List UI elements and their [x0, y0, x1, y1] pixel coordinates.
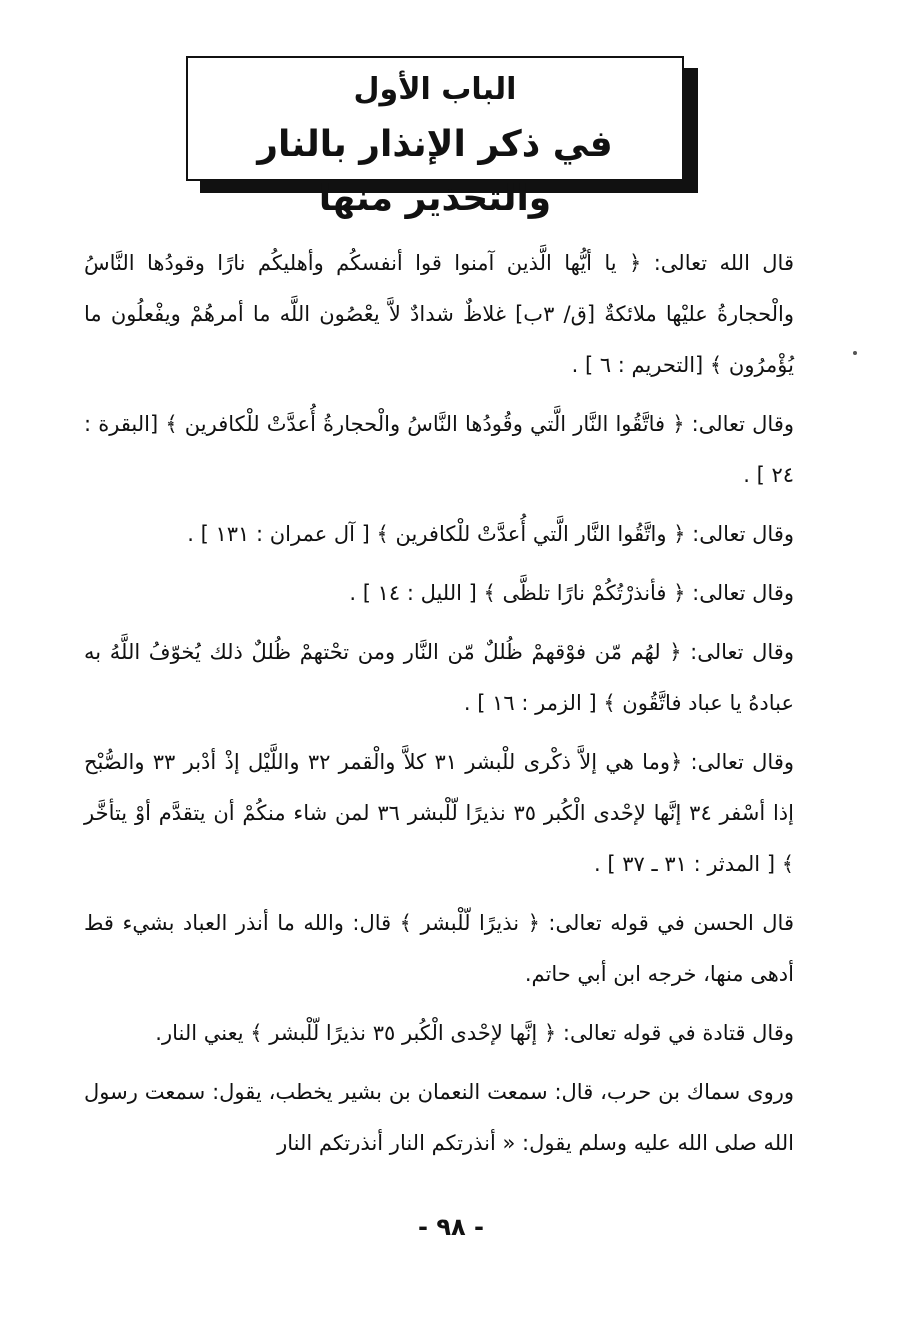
paragraph: قال الحسن في قوله تعالى: ﴿ نذيرًا لّلْبشر ﴾ قال: والله ما أنذر العباد بشيء قط أدهى منها، خرجه ابن أبي حاتم.	[84, 911, 794, 986]
chapter-subtitle: في ذكر الإنذار بالنار والتحذير منها	[257, 124, 613, 219]
chapter-title-frame	[186, 56, 698, 219]
paragraph: وقال قتادة في قوله تعالى: ﴿ إنَّها لإحْدى الْكُبر ٣٥ نذيرًا لّلْبشر ﴾ يعني النار.	[155, 1021, 794, 1045]
page-number: - ٩٨ -	[418, 1213, 484, 1241]
chapter-heading: الباب الأول	[353, 72, 517, 107]
chapter-title-box	[186, 56, 684, 219]
paragraph: وقال تعالى: ﴿ فأنذرْتُكُمْ نارًا تلظَّى ﴾ [ الليل : ١٤ ] .	[349, 581, 794, 605]
margin-mark	[853, 351, 857, 355]
paragraph: قال الله تعالى: ﴿ يا أيُّها الَّذين آمنوا قوا أنفسكُم وأهليكُم نارًا وقودُها النَّاسُ والْحجارةُ عليْها ملائكةٌ [ق/ ٣ب] غلاظٌ شدادٌ لاَّ يعْصُون اللَّه ما أمرهُمْ ويفْعلُون ما يُؤْمرُون ﴾ [التحريم : ٦ ] .	[84, 251, 794, 377]
paragraph: وقال تعالى: ﴿ واتَّقُوا النَّار الَّتي أُعدَّتْ للْكافرين ﴾ [ آل عمران : ١٣١ ] .	[187, 522, 794, 546]
paragraph: وقال تعالى: ﴿وما هي إلاَّ ذكْرى للْبشر ٣١ كلاَّ والْقمر ٣٢ واللَّيْل إذْ أدْبر ٣٣ والصُّبْح إذا أسْفر ٣٤ إنَّها لإحْدى الْكُبر ٣٥ نذيرًا لّلْبشر ٣٦ لمن شاء منكُمْ أن يتقدَّم أوْ يتأخَّر ﴾ [ المدثر : ٣١ ـ ٣٧ ] .	[84, 750, 795, 876]
paragraph: وقال تعالى: ﴿ فاتَّقُوا النَّار الَّتي وقُودُها النَّاسُ والْحجارةُ أُعدَّتْ للْكافرين ﴾ [البقرة : ٢٤ ] .	[84, 412, 794, 487]
paragraph: وقال تعالى: ﴿ لهُم مّن فوْقهمْ ظُللٌ مّن النَّار ومن تحْتهمْ ظُللٌ ذلك يُخوّفُ اللَّهُ به عبادهُ يا عباد فاتَّقُون ﴾ [ الزمر : ١٦ ] .	[84, 640, 794, 715]
paragraph: وروى سماك بن حرب، قال: سمعت النعمان بن بشير يخطب، يقول: سمعت رسول الله صلى الله عليه وسلم يقول: « أنذرتكم النار أنذرتكم النار	[84, 1080, 794, 1155]
body-text	[84, 238, 818, 1177]
